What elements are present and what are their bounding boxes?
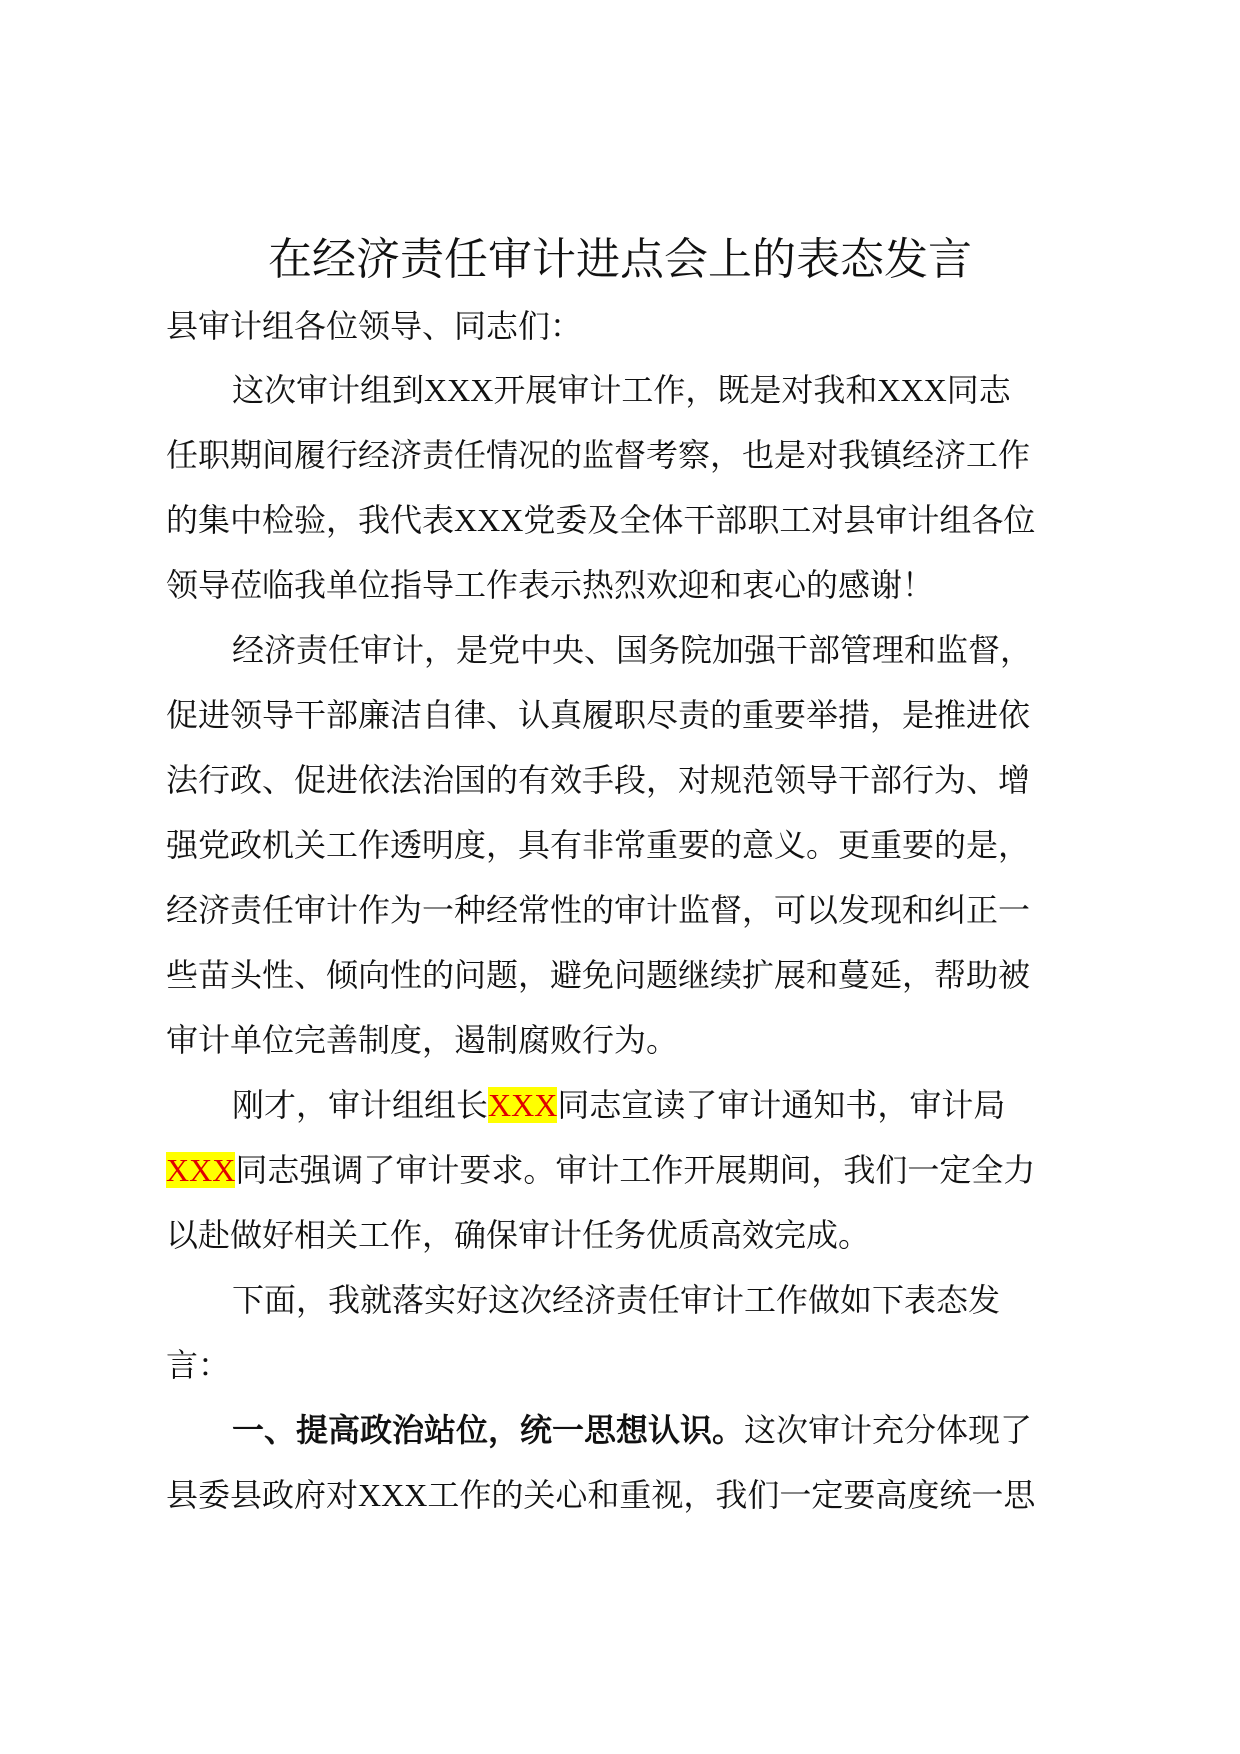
text-line (166, 1333, 1096, 1398)
text-line (166, 1138, 1096, 1203)
text-run: 刚才，审计组组长 (232, 1086, 489, 1124)
placeholder-xxx: XXX (454, 502, 524, 538)
text-line (166, 358, 1096, 423)
text-line (166, 1008, 1096, 1073)
text-run: 经济责任审计，是党中央、国务院加强干部管理和监督， (232, 631, 1033, 669)
text-line (166, 748, 1096, 813)
text-run: 领导莅临我单位指导工作表示热烈欢迎和衷心的感谢！ (166, 566, 935, 604)
text-run: 任职期间履行经济责任情况的监督考察，也是对我镇经济工作 (166, 436, 1031, 474)
text-line (166, 1203, 1096, 1268)
text-line (166, 878, 1096, 943)
text-line (166, 488, 1096, 553)
text-run: 经济责任审计作为一种经常性的审计监督，可以发现和纠正一 (166, 891, 1031, 929)
text-run: 这次审计组到 (232, 371, 425, 409)
text-run: 以赴做好相关工作，确保审计任务优质高效完成。 (166, 1216, 871, 1254)
highlighted-placeholder-xxx: XXX (166, 1152, 236, 1188)
paragraph-2 (166, 618, 1096, 1073)
document-title: 在经济责任审计进点会上的表态发言 (268, 234, 972, 285)
placeholder-xxx: XXX (424, 372, 494, 408)
text-run: 同志强调了审计要求。审计工作开展期间，我们一定全力 (235, 1151, 1036, 1189)
text-run: 言： (166, 1346, 231, 1384)
text-run: 的集中检验，我代表 (166, 501, 455, 539)
paragraph-3 (166, 1073, 1096, 1268)
text-line (166, 683, 1096, 748)
text-run: 些苗头性、倾向性的问题，避免问题继续扩展和蔓延，帮助被 (166, 956, 1031, 994)
text-run: 下面，我就落实好这次经济责任审计工作做如下表态发 (232, 1281, 1001, 1319)
text-run: 同志宣读了审计通知书，审计局 (557, 1086, 1006, 1124)
highlighted-placeholder-xxx: XXX (488, 1087, 558, 1123)
text-run: 强党政机关工作透明度，具有非常重要的意义。更重要的是， (166, 826, 1031, 864)
placeholder-xxx: XXX (877, 372, 947, 408)
document-body (166, 358, 1096, 1528)
text-line (166, 553, 1096, 618)
paragraph-4 (166, 1268, 1096, 1398)
text-run: 开展审计工作，既是对我和 (493, 371, 878, 409)
placeholder-xxx: XXX (358, 1477, 428, 1513)
text-run: 促进领导干部廉洁自律、认真履职尽责的重要举措，是推进依 (166, 696, 1031, 734)
text-line (166, 1268, 1096, 1333)
text-run: 县委县政府对 (166, 1476, 359, 1514)
text-line (166, 1073, 1096, 1138)
text-line (166, 618, 1096, 683)
salutation: 县审计组各位领导、同志们： (166, 307, 583, 345)
text-line (166, 423, 1096, 488)
paragraph-5 (166, 1398, 1096, 1528)
text-line (166, 813, 1096, 878)
text-run: 同志 (946, 371, 1011, 409)
text-run: 法行政、促进依法治国的有效手段，对规范领导干部行为、增 (166, 761, 1031, 799)
text-run: 工作的关心和重视，我们一定要高度统一思 (427, 1476, 1036, 1514)
text-line (166, 943, 1096, 1008)
text-run: 这次审计充分体现了 (744, 1411, 1033, 1449)
text-run: 审计单位完善制度，遏制腐败行为。 (166, 1021, 679, 1059)
text-line (166, 1398, 1096, 1463)
text-run: 党委及全体干部职工对县审计组各位 (523, 501, 1036, 539)
section-heading: 一、提高政治站位，统一思想认识。 (232, 1411, 745, 1449)
text-line (166, 1463, 1096, 1528)
paragraph-1 (166, 358, 1096, 618)
